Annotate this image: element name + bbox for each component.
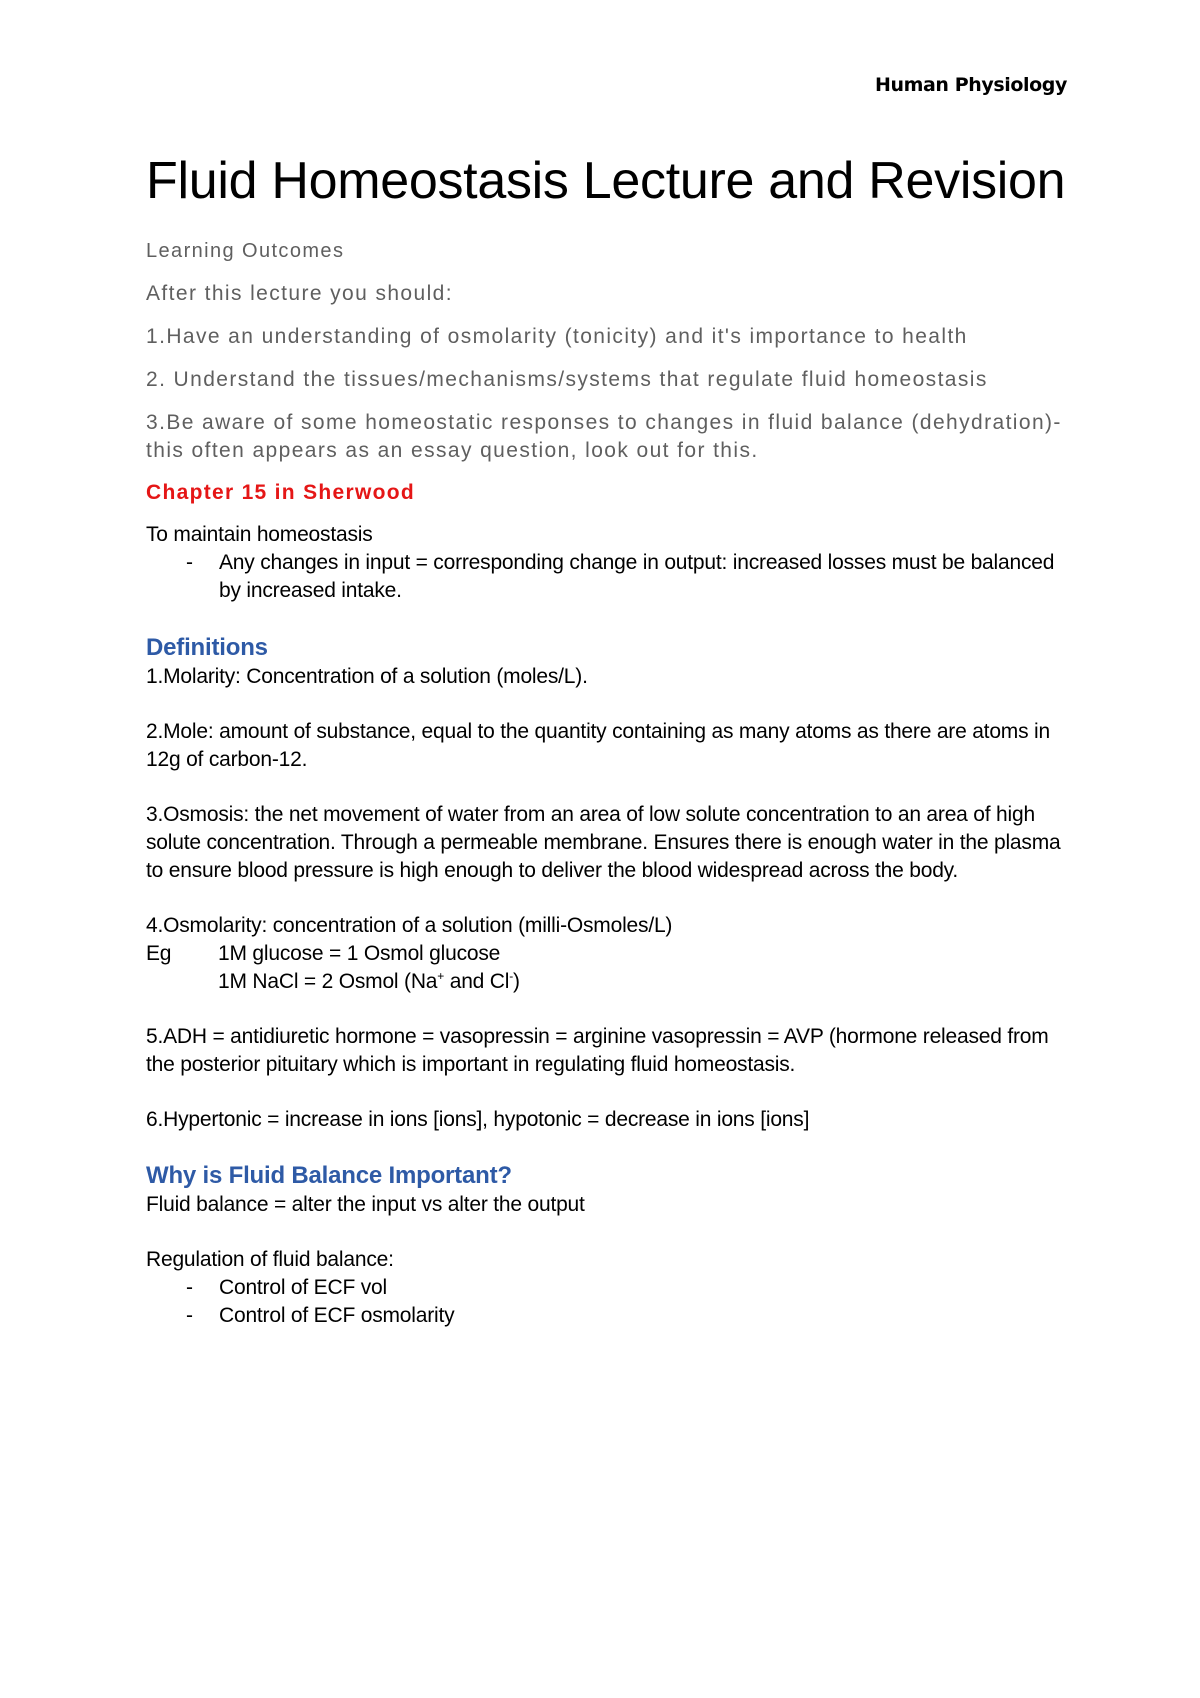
example-nacl-text: 1M NaCl = 2 Osmol (Na — [218, 970, 438, 993]
bullet-dash: - — [186, 1276, 193, 1299]
definition-osmosis: 3.Osmosis: the net movement of water from an area of low solute concentration to an area of high solute concentration. Through a permeable membrane. Ensures there is enough water in the plasma to ensure blood pressure is high enough to deliver the blood widespread across the body. — [146, 803, 1061, 882]
bullet-dash: - — [186, 1304, 193, 1327]
bullet-text: Control of ECF osmolarity — [219, 1304, 455, 1327]
list-item — [146, 1302, 1076, 1330]
learning-outcome-item: 2. Understand the tissues/mechanisms/systems that regulate fluid homeostasis — [146, 368, 988, 391]
document-title: Fluid Homeostasis Lecture and Revision — [146, 152, 1066, 210]
page-header-course: Human Physiology — [874, 74, 1067, 96]
example-row — [146, 940, 1076, 968]
learning-outcome-item: 3.Be aware of some homeostatic responses to changes in fluid balance (dehydration)- this often appears as an essay question, look out for this. — [146, 411, 1062, 462]
page-content — [146, 148, 1076, 1330]
learning-outcome-item: 1.Have an understanding of osmolarity (tonicity) and it's importance to health — [146, 325, 968, 348]
definition-adh: 5.ADH = antidiuretic hormone = vasopressin = arginine vasopressin = AVP (hormone released from the posterior pituitary which is important in regulating fluid homeostasis. — [146, 1025, 1049, 1076]
regulation-lead: Regulation of fluid balance: — [146, 1248, 394, 1271]
bullet-text: Control of ECF vol — [219, 1276, 387, 1299]
definitions-section — [146, 663, 1076, 1134]
chapter-reference: Chapter 15 in Sherwood — [146, 481, 415, 504]
example-glucose: 1M glucose = 1 Osmol glucose — [218, 942, 501, 965]
definition-osmolarity: 4.Osmolarity: concentration of a solution (milli-Osmoles/L) — [146, 914, 673, 937]
superscript-minus: - — [509, 969, 514, 983]
list-item — [146, 1274, 1076, 1302]
fluid-balance-section — [146, 1191, 1076, 1330]
homeostasis-section — [146, 521, 1076, 605]
list-item — [146, 549, 1076, 605]
definition-molarity: 1.Molarity: Concentration of a solution (moles/L). — [146, 665, 588, 688]
fluid-balance-heading: Why is Fluid Balance Important? — [146, 1162, 512, 1189]
homeostasis-lead: To maintain homeostasis — [146, 523, 373, 546]
learning-outcomes-intro: After this lecture you should: — [146, 282, 453, 305]
definition-hypertonic: 6.Hypertonic = increase in ions [ions], hypotonic = decrease in ions [ions] — [146, 1108, 810, 1131]
learning-outcomes-heading: Learning Outcomes — [146, 240, 345, 262]
definitions-heading: Definitions — [146, 634, 268, 661]
example-label: Eg — [146, 942, 172, 965]
example-nacl-text: and Cl — [444, 970, 510, 993]
example-nacl-text: ) — [513, 970, 520, 993]
example-row — [146, 968, 1076, 996]
fluid-balance-line: Fluid balance = alter the input vs alter the output — [146, 1193, 585, 1216]
bullet-dash: - — [186, 551, 193, 574]
example-nacl — [218, 968, 520, 996]
bullet-text: Any changes in input = corresponding change in output: increased losses must be balanced by increased intake. — [219, 551, 1055, 602]
superscript-plus: + — [437, 969, 445, 983]
definition-mole: 2.Mole: amount of substance, equal to the quantity containing as many atoms as there are atoms in 12g of carbon-12. — [146, 720, 1050, 771]
